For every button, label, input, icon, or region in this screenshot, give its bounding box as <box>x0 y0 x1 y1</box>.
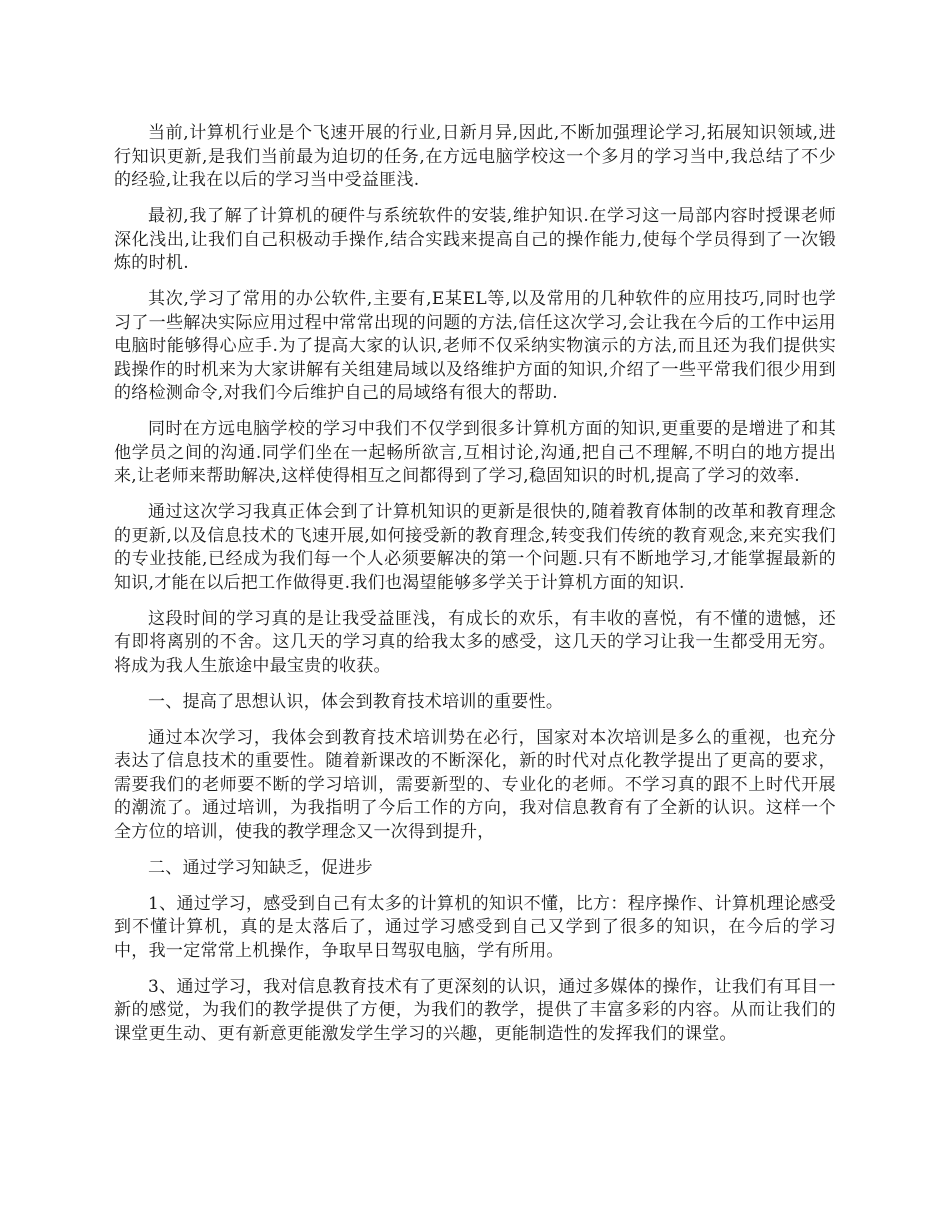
paragraph-office-software: 其次,学习了常用的办公软件,主要有,E某EL等,以及常用的几种软件的应用技巧,同时也学习了一些解决实际应用过程中常常出现的问题的方法,信任这次学习,会让我在今后的工作中运用电脑时能够得心应手.为了提高大家的认识,老师不仅采纳实物演示的方法,而且还为我们提供实践操作的时机来为大家讲解有关组建局域以及络维护方面的知识,介绍了一些平常我们很少用到的络检测命令,对我们今后维护自己的局域络有很大的帮助. <box>114 289 836 403</box>
list-item-3: 3、通过学习，我对信息教育技术有了更深刻的认识，通过多媒体的操作，让我们有耳目一新的感觉，为我们的教学提供了方便，为我们的教学，提供了丰富多彩的内容。从而让我们的课堂更生动、更有新意更能激发学生学习的兴趣，更能制造性的发挥我们的课堂。 <box>114 976 836 1044</box>
paragraph-communication: 同时在方远电脑学校的学习中我们不仅学到很多计算机方面的知识,更重要的是增进了和其他学员之间的沟通.同学们坐在一起畅所欲言,互相讨论,沟通,把自己不理解,不明白的地方提出来,让老师来帮助解决,这样使得相互之间都得到了学习,稳固知识的时机,提高了学习的效率. <box>114 419 836 486</box>
section-heading-1: 一、提高了思想认识，体会到教育技术培训的重要性。 <box>148 691 564 712</box>
document-body <box>114 122 836 1059</box>
paragraph-intro: 当前,计算机行业是个飞速开展的行业,日新月异,因此,不断加强理论学习,拓展知识领域,进行知识更新,是我们当前最为迫切的任务,在方远电脑学校这一个多月的学习当中,我总结了不少的经验,让我在以后的学习当中受益匪浅. <box>114 123 836 190</box>
section-heading-2: 二、通过学习知缺乏，促进步 <box>148 857 373 878</box>
paragraph-benefit: 这段时间的学习真的是让我受益匪浅，有成长的欢乐，有丰收的喜悦，有不懂的遗憾，还有即将离别的不舍。这几天的学习真的给我太多的感受，这几天的学习让我一生都受用无穷。将成为我人生旅途中最宝贵的收获。 <box>114 608 836 676</box>
list-item-1: 1、通过学习，感受到自己有太多的计算机的知识不懂，比方：程序操作、计算机理论感受到不懂计算机，真的是太落后了，通过学习感受到自己又学到了很多的知识，在今后的学习中，我一定常常上机操作，争取早日驾驭电脑，学有所用。 <box>114 893 836 961</box>
paragraph-training-importance: 通过本次学习，我体会到教育技术培训势在必行，国家对本次培训是多么的重视，也充分表达了信息技术的重要性。随着新课改的不断深化，新的时代对点化教学提出了更高的要求，需要我们的老师要不断的学习培训，需要新型的、专业化的老师。不学习真的跟不上时代开展的潮流了。通过培训，为我指明了今后工作的方向，我对信息教育有了全新的认识。这样一个全方位的培训，使我的教学理念又一次得到提升， <box>114 727 836 842</box>
paragraph-hardware: 最初,我了解了计算机的硬件与系统软件的安装,维护知识.在学习这一局部内容时授课老师深化浅出,让我们自己积极动手操作,结合实践来提高自己的操作能力,使每个学员得到了一次锻炼的时机. <box>114 206 836 273</box>
paragraph-knowledge-update: 通过这次学习我真正体会到了计算机知识的更新是很快的,随着教育体制的改革和教育理念的更新,以及信息技术的飞速开展,如何接受新的教育理念,转变我们传统的教育观念,来充实我们的专业技能,已经成为我们每一个人必须要解决的第一个问题.只有不断地学习,才能掌握最新的知识,才能在以后把工作做得更.我们也渴望能够多学关于计算机方面的知识. <box>114 502 836 593</box>
